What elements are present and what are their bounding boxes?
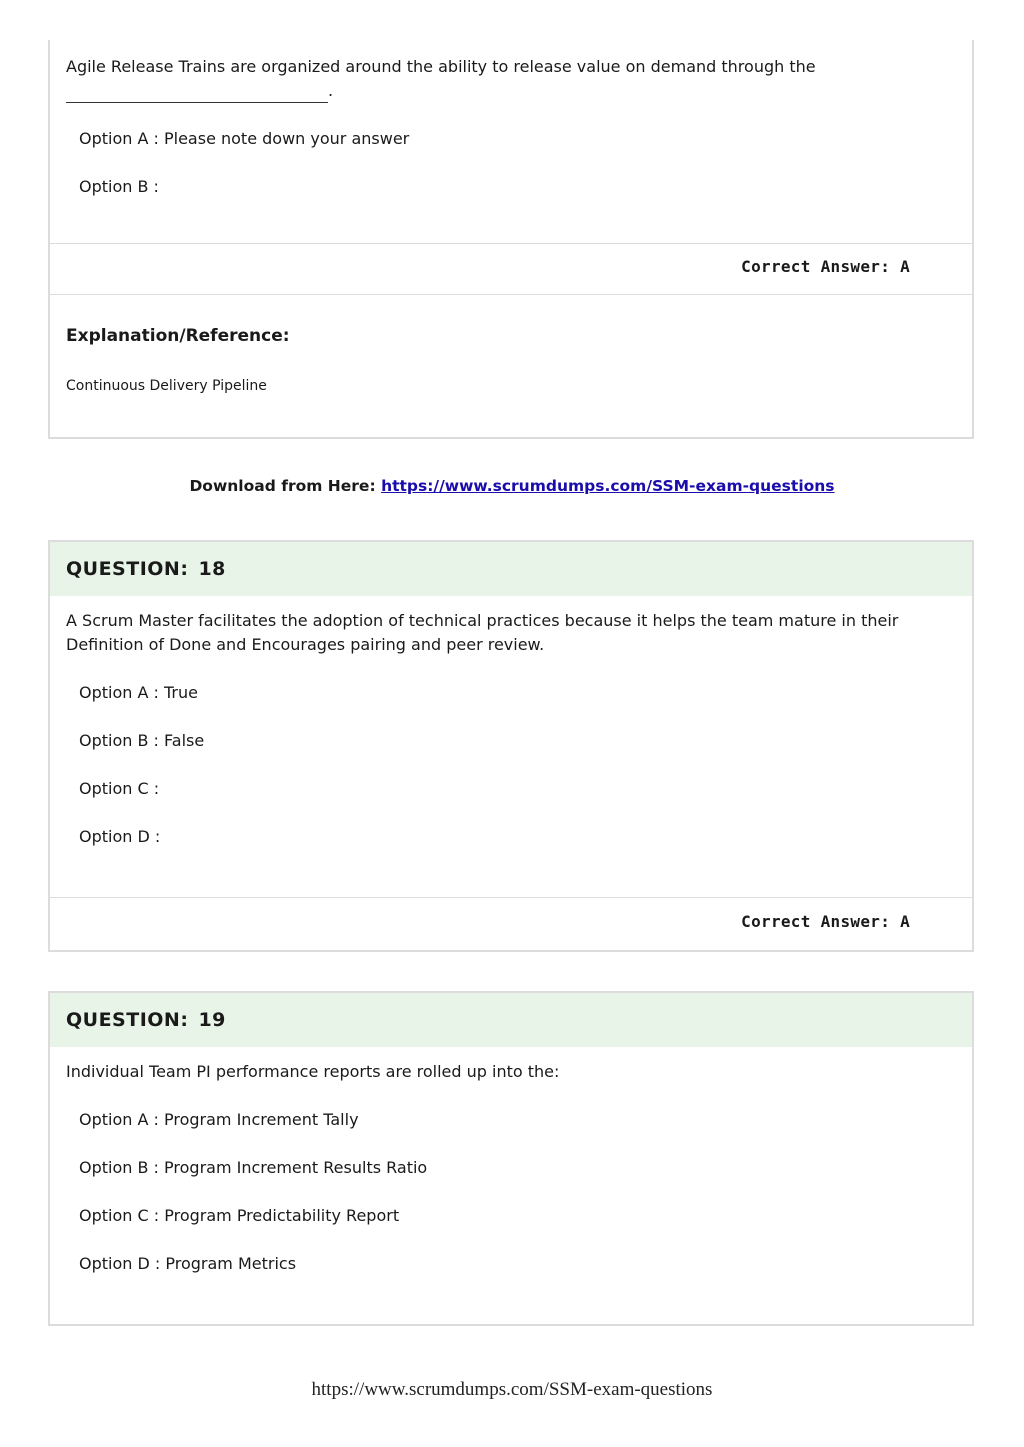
question-text [50,55,832,103]
option-b: Option B : Program Increment Results Ratio [79,1158,428,1177]
question-header [50,542,972,596]
divider [50,294,972,295]
question-card-18 [48,540,974,952]
option-d: Option D : Program Metrics [79,1254,297,1273]
question-text-suffix: . [328,81,334,100]
option-b: Option B : False [79,731,205,750]
question-card-19 [48,991,974,1326]
question-text [50,609,914,657]
correct-answer: Correct Answer: A [741,912,910,931]
question-text-line: Individual Team PI performance reports are rolled up into the: [66,1062,560,1081]
footer-url: https://www.scrumdumps.com/SSM-exam-questions [311,1379,713,1400]
explanation-text: Continuous Delivery Pipeline [66,378,267,394]
divider [50,243,972,244]
option-c: Option C : [79,779,160,798]
question-label: QUESTION: [66,558,189,580]
question-text-line: Agile Release Trains are organized around the ability to release value on demand through the [66,57,816,76]
question-card-17 [48,40,974,439]
question-number: 18 [198,558,226,580]
option-c: Option C : Program Predictability Report [79,1206,400,1225]
question-text-line: Definition of Done and Encourages pairing and peer review. [66,635,545,654]
option-a: Option A : True [79,683,198,702]
question-text-line: A Scrum Master facilitates the adoption of technical practices because it helps the team mature in their [66,611,899,630]
download-link[interactable]: https://www.scrumdumps.com/SSM-exam-questions [381,477,835,495]
download-line [0,477,1024,495]
question-header [50,993,972,1047]
download-label: Download from Here: [189,477,376,495]
answer-blank [66,84,328,103]
option-d: Option D : [79,827,161,846]
option-b: Option B : [79,177,159,196]
question-text [50,1060,575,1084]
divider [50,897,972,898]
explanation-title: Explanation/Reference: [66,326,290,346]
question-label: QUESTION: [66,1009,189,1031]
correct-answer: Correct Answer: A [741,257,910,276]
option-a: Option A : Please note down your answer [79,129,410,148]
question-number: 19 [198,1009,226,1031]
option-a: Option A : Program Increment Tally [79,1110,359,1129]
